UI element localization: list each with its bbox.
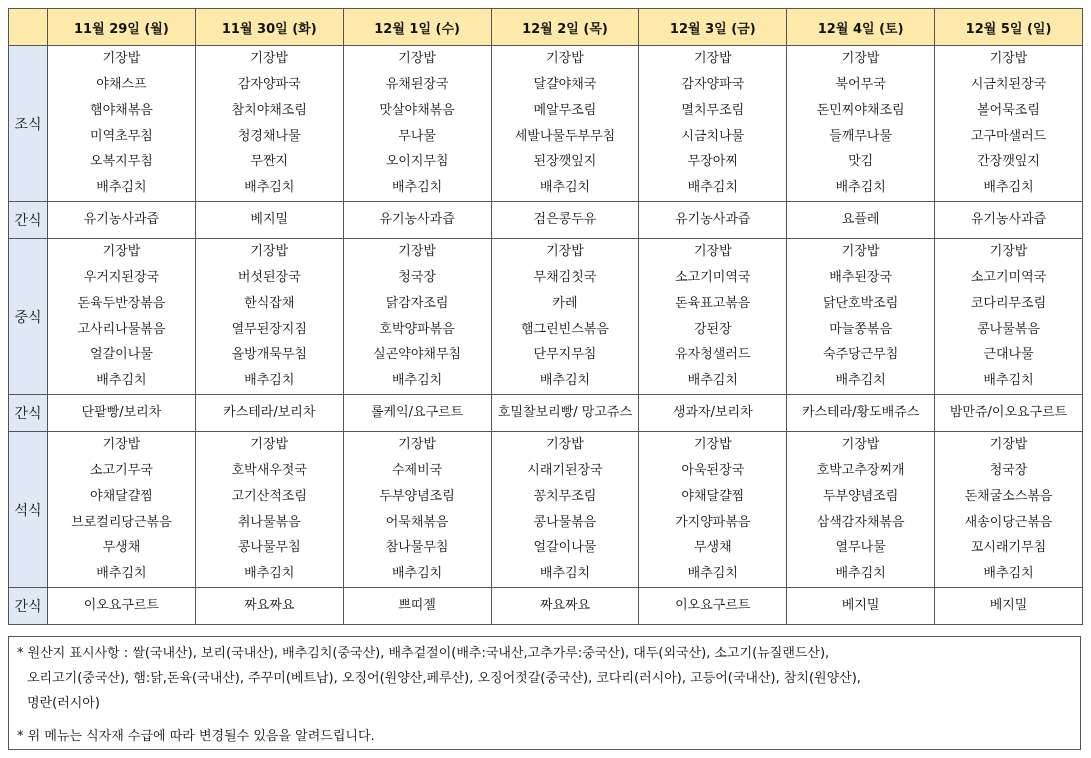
menu-item: 단무지무침: [533, 347, 597, 363]
snack-cell: [787, 588, 935, 625]
menu-item: 배추김치: [244, 180, 295, 196]
meal-cell: [491, 46, 639, 202]
menu-item: 마늘쫑볶음: [829, 321, 893, 337]
meal-cell: [343, 239, 491, 395]
snack-item: 베지밀: [841, 598, 880, 613]
menu-item: 북어무국: [835, 76, 886, 92]
menu-item: 두부양념조림: [822, 488, 899, 504]
snack-item: 생과자/보리차: [672, 405, 753, 420]
menu-item: 기장밥: [693, 51, 732, 67]
menu-item: 돈육두반장볶음: [77, 295, 166, 311]
snack-cell: [343, 588, 491, 625]
menu-item: 참치야채조림: [231, 102, 307, 118]
menu-item: 기장밥: [398, 437, 436, 453]
menu-item: 오이지무침: [385, 154, 449, 170]
meal-cell: [935, 432, 1083, 588]
menu-item: 닭감자조림: [385, 295, 449, 311]
header-corner: [9, 9, 48, 46]
menu-item: 기장밥: [546, 437, 584, 453]
menu-item: 볼어묵조림: [977, 102, 1040, 118]
menu-item: 청국장: [989, 462, 1028, 478]
menu-item: 배추김치: [687, 566, 738, 582]
menu-item: 가지양파볶음: [675, 514, 751, 530]
menu-item: 브로컬리당근볶음: [71, 514, 172, 530]
snack-cell: [491, 395, 639, 432]
menu-item: 실곤약야채무침: [373, 347, 462, 363]
snack-item: 호밀찰보리빵/ 망고쥬스: [497, 405, 632, 420]
menu-item: 배추김치: [391, 373, 443, 389]
snack-cell: [48, 395, 196, 432]
notes-box: [8, 636, 1081, 750]
menu-item: 호박고추장찌개: [816, 462, 905, 478]
snack-item: 유기농사과즙: [675, 212, 751, 227]
menu-item: 코다리무조림: [970, 295, 1047, 311]
menu-item: 무생채: [102, 540, 141, 556]
menu-item: 무채김칫국: [533, 269, 597, 285]
menu-item: 무나물: [398, 128, 436, 144]
menu-item: 세발나물두부무침: [514, 128, 616, 144]
menu-item: 기장밥: [693, 437, 732, 453]
menu-item: 배추김치: [539, 373, 591, 389]
menu-item: 청국장: [398, 269, 436, 285]
snack-row: [9, 588, 1083, 625]
meal-cell: [935, 239, 1083, 395]
meal-cell: [48, 46, 196, 202]
menu-item: 소고기미역국: [970, 269, 1047, 285]
menu-item: 미역초무침: [90, 128, 153, 144]
menu-item: 참나물무침: [385, 540, 449, 556]
menu-item: 소고기미역국: [675, 269, 751, 285]
day-header: 12월 1일 (수): [343, 9, 491, 46]
menu-item: 기장밥: [398, 51, 436, 67]
day-header: 12월 4일 (토): [787, 9, 935, 46]
menu-item: 닭단호박조림: [822, 295, 899, 311]
day-header: 11월 30일 (화): [195, 9, 343, 46]
snack-item: 짜요짜요: [539, 598, 591, 613]
snack-item: 베지밀: [989, 598, 1028, 613]
menu-item: 기장밥: [841, 51, 880, 67]
origin-note-line: 오리고기(중국산), 햄:닭,돈육(국내산), 주꾸미(베트남), 오징어(원양산,페루산), 오징어젓갈(중국산), 코다리(러시아), 고등어(국내산), 참치(원양산),: [27, 671, 861, 686]
menu-item: 고사리나물볶음: [77, 321, 166, 337]
menu-item: 배추김치: [539, 180, 591, 196]
menu-item: 야채달걀찜: [90, 488, 153, 504]
menu-item: 기장밥: [989, 244, 1028, 260]
row-label: 조식: [9, 46, 48, 202]
snack-item: 유기농사과즙: [83, 212, 160, 227]
menu-item: 호박양파볶음: [379, 321, 455, 337]
menu-item: 배추김치: [96, 180, 147, 196]
menu-item: 배추김치: [983, 180, 1034, 196]
snack-item: 유기농사과즙: [379, 212, 455, 227]
menu-item: 무장아찌: [687, 154, 738, 170]
menu-item: 콩나물볶음: [533, 514, 597, 530]
snack-cell: [639, 202, 787, 239]
meal-cell: [639, 432, 787, 588]
snack-cell: [195, 588, 343, 625]
meal-row: [9, 432, 1083, 588]
snack-cell: [639, 588, 787, 625]
menu-item: 근대나물: [983, 347, 1034, 363]
meal-cell: [491, 432, 639, 588]
menu-item: 기장밥: [546, 51, 584, 67]
snack-cell: [343, 202, 491, 239]
menu-item: 강된장: [693, 321, 732, 337]
snack-item: 이오요구르트: [675, 598, 751, 613]
snack-item: 롤케익/요구르트: [370, 405, 464, 420]
menu-item: 열무된장지짐: [231, 321, 307, 337]
snack-cell: [195, 395, 343, 432]
menu-item: 버섯된장국: [237, 269, 301, 285]
menu-item: 기장밥: [102, 244, 141, 260]
menu-item: 맛김: [848, 154, 874, 170]
menu-item: 감자양파국: [237, 76, 301, 92]
menu-item: 우거지된장국: [83, 269, 160, 285]
snack-item: 베지밀: [250, 212, 289, 227]
menu-item: 메알무조림: [533, 102, 597, 118]
snack-item: 이오요구르트: [83, 598, 160, 613]
menu-item: 취나물볶음: [237, 514, 301, 530]
menu-item: 들깨무나물: [829, 128, 893, 144]
menu-item: 기장밥: [250, 51, 289, 67]
menu-item: 고기산적조림: [231, 488, 307, 504]
menu-item: 유자청샐러드: [675, 347, 751, 363]
menu-item: 돈육표고볶음: [675, 295, 751, 311]
menu-item: 멸치무조림: [681, 102, 745, 118]
menu-item: 호박새우젓국: [231, 462, 307, 478]
meal-row: [9, 46, 1083, 202]
meal-cell: [343, 432, 491, 588]
snack-cell: [48, 202, 196, 239]
menu-item: 청경채나물: [237, 128, 301, 144]
menu-item: 배추김치: [96, 373, 147, 389]
snack-item: 카스테라/황도배쥬스: [801, 405, 920, 420]
menu-item: 돈채굴소스볶음: [964, 488, 1053, 504]
menu-item: 배추김치: [835, 180, 886, 196]
menu-item: 콩나물무침: [237, 540, 301, 556]
origin-note-line: 명란(러시아): [27, 696, 100, 711]
menu-item: 배추김치: [835, 566, 886, 582]
menu-item: 배추김치: [835, 373, 886, 389]
snack-item: 검은콩두유: [533, 212, 597, 227]
menu-item: 무생채: [693, 540, 732, 556]
origin-note-line: * 원산지 표시사항 : 쌀(국내산), 보리(국내산), 배추김치(중국산), 배추겉절이(배추:국내산,고추가루:중국산), 대두(외국산), 소고기(뉴질랜드산),: [17, 646, 830, 661]
menu-item: 얼갈이나물: [90, 347, 153, 363]
day-header: 11월 29일 (월): [48, 9, 196, 46]
menu-item: 배추김치: [244, 566, 295, 582]
meal-cell: [195, 432, 343, 588]
snack-item: 짜요짜요: [244, 598, 295, 613]
menu-item: 콩나물볶음: [977, 321, 1040, 337]
snack-cell: [343, 395, 491, 432]
menu-item: 달걀야채국: [533, 76, 597, 92]
menu-item: 얼갈이나물: [533, 540, 597, 556]
snack-item: 밤만쥬/이오요구르트: [949, 405, 1068, 420]
menu-item: 야채스프: [96, 76, 147, 92]
menu-item: 두부양념조림: [379, 488, 455, 504]
snack-cell: [48, 588, 196, 625]
row-label: 간식: [9, 202, 48, 239]
menu-item: 숙주당근무침: [822, 347, 899, 363]
snack-cell: [639, 395, 787, 432]
menu-item: 배추김치: [983, 373, 1034, 389]
snack-cell: [935, 588, 1083, 625]
menu-item: 시래기된장국: [527, 462, 603, 478]
menu-item: 열무나물: [835, 540, 886, 556]
menu-item: 기장밥: [250, 437, 289, 453]
menu-item: 간장깻잎지: [977, 154, 1040, 170]
menu-item: 오복지무침: [90, 154, 153, 170]
menu-item: 기장밥: [102, 437, 141, 453]
menu-item: 기장밥: [546, 244, 584, 260]
menu-item: 시금치된장국: [970, 76, 1047, 92]
meal-cell: [195, 239, 343, 395]
menu-item: 배추김치: [983, 566, 1034, 582]
menu-item: 야채달걀찜: [681, 488, 745, 504]
menu-item: 기장밥: [841, 244, 880, 260]
menu-item: 햄그린빈스볶음: [521, 321, 609, 337]
meal-cell: [491, 239, 639, 395]
menu-item: 기장밥: [398, 244, 436, 260]
menu-item: 감자양파국: [681, 76, 745, 92]
meal-cell: [48, 239, 196, 395]
menu-item: 돈민찌야채조림: [816, 102, 905, 118]
row-label: 석식: [9, 432, 48, 588]
snack-cell: [491, 588, 639, 625]
menu-item: 기장밥: [989, 51, 1028, 67]
menu-item: 삼색감자채볶음: [816, 514, 905, 530]
menu-item: 수제비국: [391, 462, 443, 478]
row-label: 간식: [9, 588, 48, 625]
menu-item: 새송이당근볶음: [964, 514, 1053, 530]
snack-cell: [935, 395, 1083, 432]
snack-cell: [935, 202, 1083, 239]
snack-item: 카스테라/보리차: [223, 405, 316, 420]
header-row: [9, 9, 1083, 46]
menu-item: 카레: [552, 295, 578, 311]
snack-cell: [787, 202, 935, 239]
change-notice: * 위 메뉴는 식자재 수급에 따라 변경될수 있음을 알려드립니다.: [17, 729, 375, 744]
menu-item: 꼬시래기무침: [970, 540, 1047, 556]
menu-item: 기장밥: [841, 437, 880, 453]
day-header: 12월 5일 (일): [935, 9, 1083, 46]
menu-item: 유채된장국: [385, 76, 449, 92]
menu-item: 한식잡채: [244, 295, 295, 311]
meal-cell: [639, 46, 787, 202]
day-header: 12월 3일 (금): [639, 9, 787, 46]
snack-row: [9, 202, 1083, 239]
menu-item: 배추김치: [687, 180, 738, 196]
meal-cell: [787, 46, 935, 202]
menu-item: 꽁치무조림: [533, 488, 597, 504]
meal-cell: [48, 432, 196, 588]
meal-cell: [787, 239, 935, 395]
menu-item: 배추된장국: [829, 269, 893, 285]
menu-item: 배추김치: [391, 566, 443, 582]
menu-item: 배추김치: [96, 566, 147, 582]
menu-item: 된장깻잎지: [533, 154, 597, 170]
menu-item: 햄야채볶음: [90, 102, 153, 118]
snack-cell: [787, 395, 935, 432]
menu-item: 아욱된장국: [681, 462, 745, 478]
snack-item: 쁘띠젤: [398, 598, 436, 613]
menu-item: 배추김치: [244, 373, 295, 389]
menu-item: 무짠지: [250, 154, 289, 170]
menu-item: 시금치나물: [681, 128, 745, 144]
menu-item: 배추김치: [539, 566, 591, 582]
meal-row: [9, 239, 1083, 395]
menu-item: 기장밥: [250, 244, 289, 260]
menu-item: 고구마샐러드: [970, 128, 1047, 144]
weekly-menu-table: [8, 8, 1083, 625]
row-label: 간식: [9, 395, 48, 432]
snack-cell: [491, 202, 639, 239]
snack-cell: [195, 202, 343, 239]
meal-cell: [935, 46, 1083, 202]
row-label: 중식: [9, 239, 48, 395]
menu-item: 소고기무국: [90, 462, 153, 478]
menu-body: [9, 46, 1083, 625]
meal-cell: [787, 432, 935, 588]
menu-item: 어묵채볶음: [385, 514, 449, 530]
day-header: 12월 2일 (목): [491, 9, 639, 46]
meal-cell: [195, 46, 343, 202]
snack-row: [9, 395, 1083, 432]
menu-item: 기장밥: [693, 244, 732, 260]
menu-item: 기장밥: [989, 437, 1028, 453]
menu-item: 올방개묵무침: [231, 347, 307, 363]
meal-cell: [343, 46, 491, 202]
menu-item: 기장밥: [102, 51, 141, 67]
snack-item: 단팥빵/보리차: [81, 405, 162, 420]
meal-cell: [639, 239, 787, 395]
snack-item: 유기농사과즙: [970, 212, 1047, 227]
menu-item: 맛살야채볶음: [379, 102, 455, 118]
menu-item: 배추김치: [687, 373, 738, 389]
menu-item: 배추김치: [391, 180, 443, 196]
snack-item: 요플레: [841, 212, 880, 227]
